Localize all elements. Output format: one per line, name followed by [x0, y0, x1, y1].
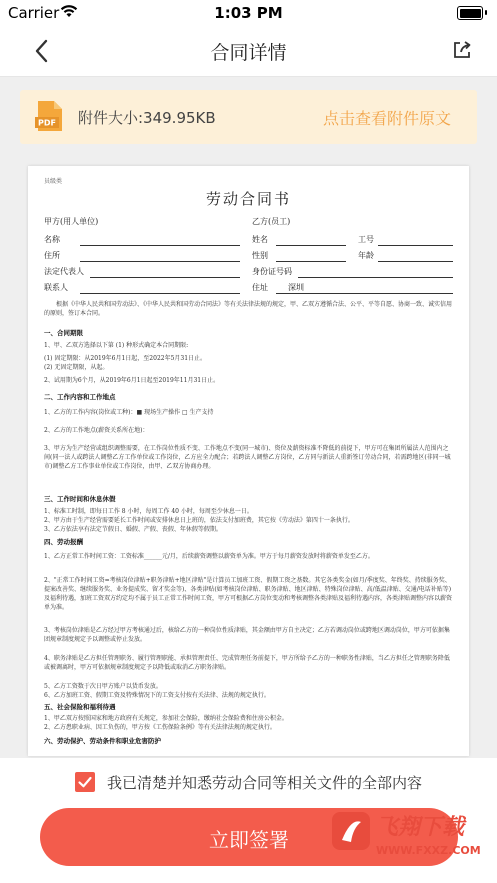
watermark-brand: 飞翔下载: [376, 815, 465, 840]
doc-intro: 根据《中华人民共和国劳动法》、《中华人民共和国劳动合同法》等有关法律法规的规定，甲、乙双方遵循合法、公平、平等自愿、协商一致、诚实信用的原则，签订本合同。: [44, 301, 453, 317]
party-b-label: 乙方(员工): [252, 217, 291, 226]
doc-paragraph: 2、乙方患职业病、因工负伤的，甲方按《工伤保险条例》等有关法律法规的规定执行。: [44, 724, 276, 731]
attachment-banner: [20, 90, 477, 144]
doc-title: 劳动合同书: [205, 190, 291, 208]
carrier-label: Carrier: [8, 4, 60, 22]
contract-document[interactable]: [28, 166, 469, 756]
field-label: 住所: [44, 251, 60, 260]
doc-corner-label: 员级类: [44, 178, 63, 185]
doc-paragraph: 2、试用期为6个月，从2019年6月1日起至2019年11月31日止。: [44, 377, 220, 384]
doc-paragraph: 6、乙方加班工资、假期工资及特殊情况下的工资支付按有关法律、法规的规定执行。: [44, 692, 270, 699]
section-heading: 一、合同期限: [44, 329, 83, 337]
address-value: 深圳: [288, 283, 304, 292]
section-heading: 二、工作内容和工作地点: [44, 393, 116, 401]
field-label: 性别: [252, 251, 268, 260]
agree-label[interactable]: 我已清楚并知悉劳动合同等相关文件的全部内容: [107, 774, 423, 792]
doc-paragraph: 2、乙方的工作地点(薪资关系所在地)：: [44, 427, 149, 434]
field-line: [378, 261, 453, 262]
share-icon[interactable]: [451, 39, 473, 61]
section-heading: 六、劳动保护、劳动条件和职业危害防护: [44, 737, 161, 745]
field-line: [276, 261, 346, 262]
field-label: 住址: [252, 283, 268, 292]
field-line: [90, 277, 240, 278]
field-line: [298, 277, 453, 278]
field-line: [276, 293, 453, 294]
field-label: 法定代表人: [44, 267, 84, 276]
field-line: [276, 245, 346, 246]
doc-paragraph: 1、乙方的工作内容(岗位或工种)：■ 现场生产操作 □ 生产支持: [44, 409, 214, 416]
check-icon: [75, 772, 95, 792]
battery-icon: [457, 6, 483, 20]
nav-bar: [0, 26, 497, 77]
watermark-url: WWW.FXXZ.COM: [376, 844, 481, 857]
doc-paragraph: 5、乙方工资数于次日甲方账户以货币发放。: [44, 683, 162, 690]
doc-paragraph: 1、甲、乙双方选择以下第 (1) 种形式确定本合同期限:: [44, 342, 189, 349]
svg-text:PDF: PDF: [38, 118, 56, 128]
doc-paragraph: 4、职务津贴是乙方担任管理职务、履行管理职能、承担管理责任、完成管理任务前提下，甲方所给予乙方的一种职务性津贴，当乙方担任之管理职务降低或被调离时，甲方可依据规章制度规定予以降低或取消乙方职务津贴。: [44, 655, 450, 671]
agree-checkbox[interactable]: [75, 772, 95, 792]
doc-paragraph: 3、甲方为生产经营或组织调整需要，在工作岗位性质不变、工作地点不变(同一城市)、资位及薪资标准不降低的前提下，甲方可在集团所属法人范围内之间(同一法人或跨法人调整乙方工作单位或工作岗位，乙方应全力配合；若跨法人调整乙方岗位，乙方同与新法人重新签订劳动合同，若需跨地区(非同一城市)调整乙方工作事业单位或工作岗位，由甲、乙双方协商办理。: [44, 445, 451, 470]
status-bar: [0, 0, 497, 26]
pdf-file-icon: [34, 100, 64, 134]
doc-paragraph: 1、甲乙双方按照国家和地方政府有关规定，参加社会保险，缴纳社会保险费和住房公积金。: [44, 715, 288, 722]
clock: 1:03 PM: [214, 4, 283, 22]
field-label: 年龄: [358, 251, 374, 260]
doc-paragraph: 2、甲方由于生产经营需要延长工作时间或安排休息日上班的，依法支付加班费，其它按《劳动法》第四十一条执行。: [44, 517, 354, 524]
doc-paragraph: (1) 固定期限：从2019年6月1日起，至2022年5月31日止。: [44, 355, 207, 362]
party-a-label: 甲方(用人单位): [44, 217, 99, 226]
watermark-logo-icon: [332, 812, 370, 850]
section-heading: 五、社会保险和福利待遇: [44, 703, 116, 711]
field-line: [80, 293, 240, 294]
page-title: 合同详情: [210, 42, 287, 64]
section-heading: 四、劳动报酬: [44, 538, 83, 546]
sign-button-label: 立即签署: [209, 828, 289, 852]
field-line: [80, 245, 240, 246]
doc-paragraph: 1、标准工时制，即每日工作 8 小时，每周工作 40 小时，每周至少休息一日。: [44, 508, 253, 515]
doc-paragraph: 2、"正常工作时间工资=考核岗位津贴+职务津贴+地区津贴"是计算员工加班工资、假期工资之基数。其它各类奖金(如月/季度奖、年终奖、持续服务奖、提案改善奖、继续服务奖、业务提成奖、留才奖金等)、各类津贴(如考核岗位津贴、职务津贴、地区津贴、特殊岗位津贴、高/低温津贴、交通/电话补贴等)及福利待遇，加班工资双方约定均不属于员工正常工作时间工资，甲方可根据乙方岗位变动和考核调整各类津贴及福利待遇内容，各类津贴调整内容以薪资单为准。: [44, 577, 453, 611]
field-label: 身份证号码: [252, 267, 292, 276]
doc-paragraph: (2) 无固定期限，从起。: [44, 364, 109, 371]
watermark: [332, 802, 482, 872]
field-label: 联系人: [44, 283, 68, 292]
view-attachment-link[interactable]: 点击查看附件原文: [322, 109, 451, 128]
field-label: 姓名: [252, 235, 268, 244]
attachment-size: 附件大小:349.95KB: [78, 109, 216, 127]
field-line: [378, 245, 453, 246]
section-heading: 三、工作时间和休息休假: [44, 495, 116, 503]
field-line: [80, 261, 240, 262]
field-label: 工号: [358, 235, 374, 244]
doc-paragraph: 3、考核岗位津贴是乙方经过甲方考核通过后，核给乙方的一种岗位性质津贴，其金额由甲方自主决定；乙方若调动岗位或跨地区调动岗位，甲方可依据集团规章制度规定予以调整或停止发放。: [44, 627, 450, 643]
field-label: 名称: [44, 235, 60, 244]
doc-paragraph: 1、乙方正常工作时间工资：工资标准______元/月，后续薪资调整以薪资单为准。甲方于每月薪资发放时将薪资单发至乙方。: [44, 553, 374, 560]
doc-paragraph: 3、乙方依法享有法定节假日、婚假、产假、丧假、年休假等假期。: [44, 526, 222, 533]
